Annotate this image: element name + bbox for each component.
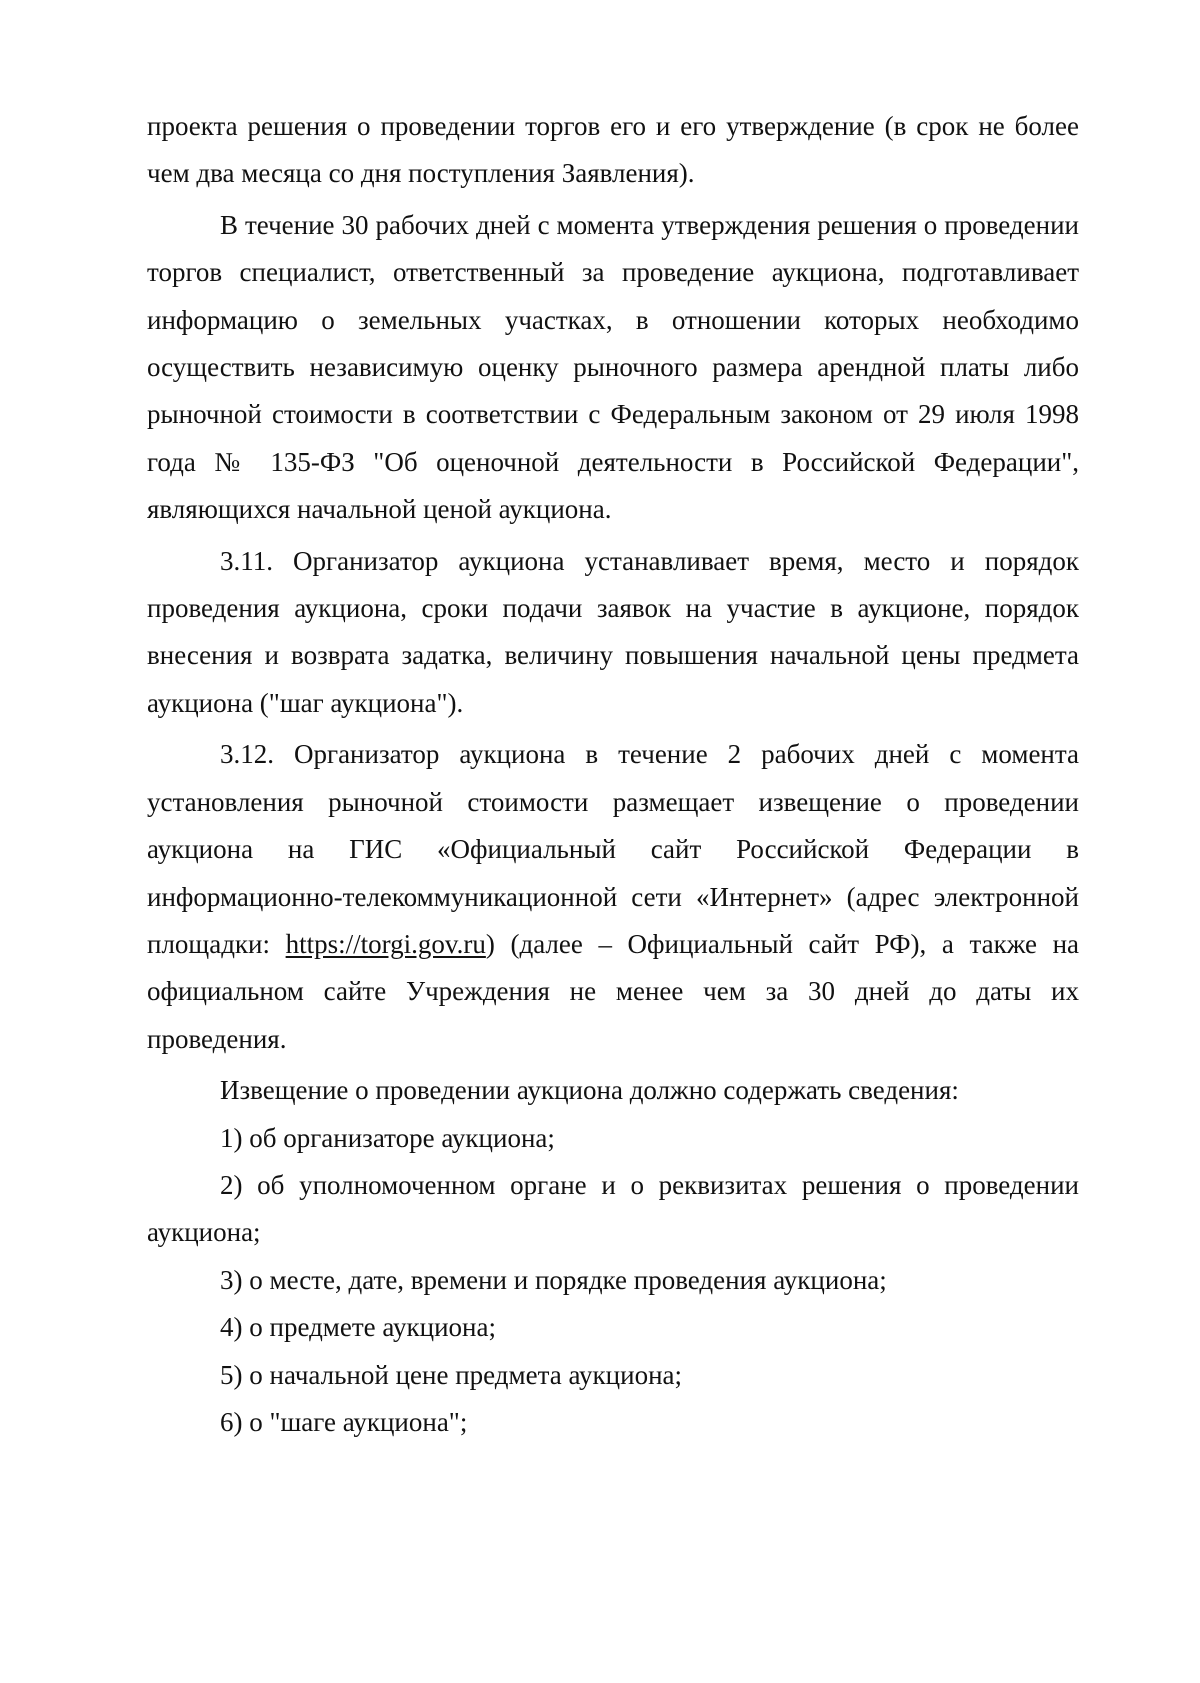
paragraph-3-11: 3.11. Организатор аукциона устанавливает время, место и порядок проведения аукциона, сроки подачи заявок на участие в аукционе, порядок внесения и возврата задатка, величину повышения начальной цены предмета аукциона ("шаг аукциона").: [147, 545, 1079, 718]
paragraph-continuation-line-2: чем два месяца со дня поступления Заявления).: [147, 158, 695, 189]
paragraph-auction-valuation: В течение 30 рабочих дней с момента утверждения решения о проведении торгов специалист, ответственный за проведение аукциона, подготавливает информацию о земельных участках, в отношении которых необходимо осуществить независимую оценку рыночного размера арендной платы либо рыночной стоимости в соответствии с Федеральным законом от 29 июля 1998 года № 135-ФЗ "Об оценочной деятельности в Российской Федерации", являющихся начальной ценой аукциона.: [147, 209, 1079, 525]
paragraph-continuation-line-1: проекта решения о проведении торгов его и его утверждение (в срок не более: [147, 111, 1079, 141]
list-item: 6) о "шаге аукциона";: [220, 1406, 468, 1437]
list-item: 1) об организаторе аукциона;: [220, 1122, 555, 1153]
paragraph-3-12-text-start: 3.12. Организатор аукциона в течение 2 рабочих дней с момента установления рыночной стоимости размещает извещение о проведении аукциона на ГИС «Официальный сайт Российской Федерации в информационно-телекоммуникационной сети «Интернет» (адрес электронной площадки:: [147, 739, 1079, 959]
document-body: [147, 103, 1079, 1446]
paragraph-notice-contents: Извещение о проведении аукциона должно содержать сведения:: [220, 1075, 959, 1106]
torgi-link[interactable]: https://torgi.gov.ru: [285, 928, 486, 959]
list-item: 4) о предмете аукциона;: [220, 1312, 496, 1343]
list-item: 2) об уполномоченном органе и о реквизитах решения о проведении аукциона;: [147, 1169, 1079, 1248]
paragraph-3-12-text-end: ) (далее – Официальный сайт РФ), а также на официальном сайте Учреждения не менее чем за 30 дней до даты их проведения.: [147, 928, 1079, 1054]
list-item: 3) о месте, дате, времени и порядке проведения аукциона;: [220, 1264, 887, 1295]
list-item: 5) о начальной цене предмета аукциона;: [220, 1359, 683, 1390]
paragraph-3-12: [147, 731, 1079, 1063]
